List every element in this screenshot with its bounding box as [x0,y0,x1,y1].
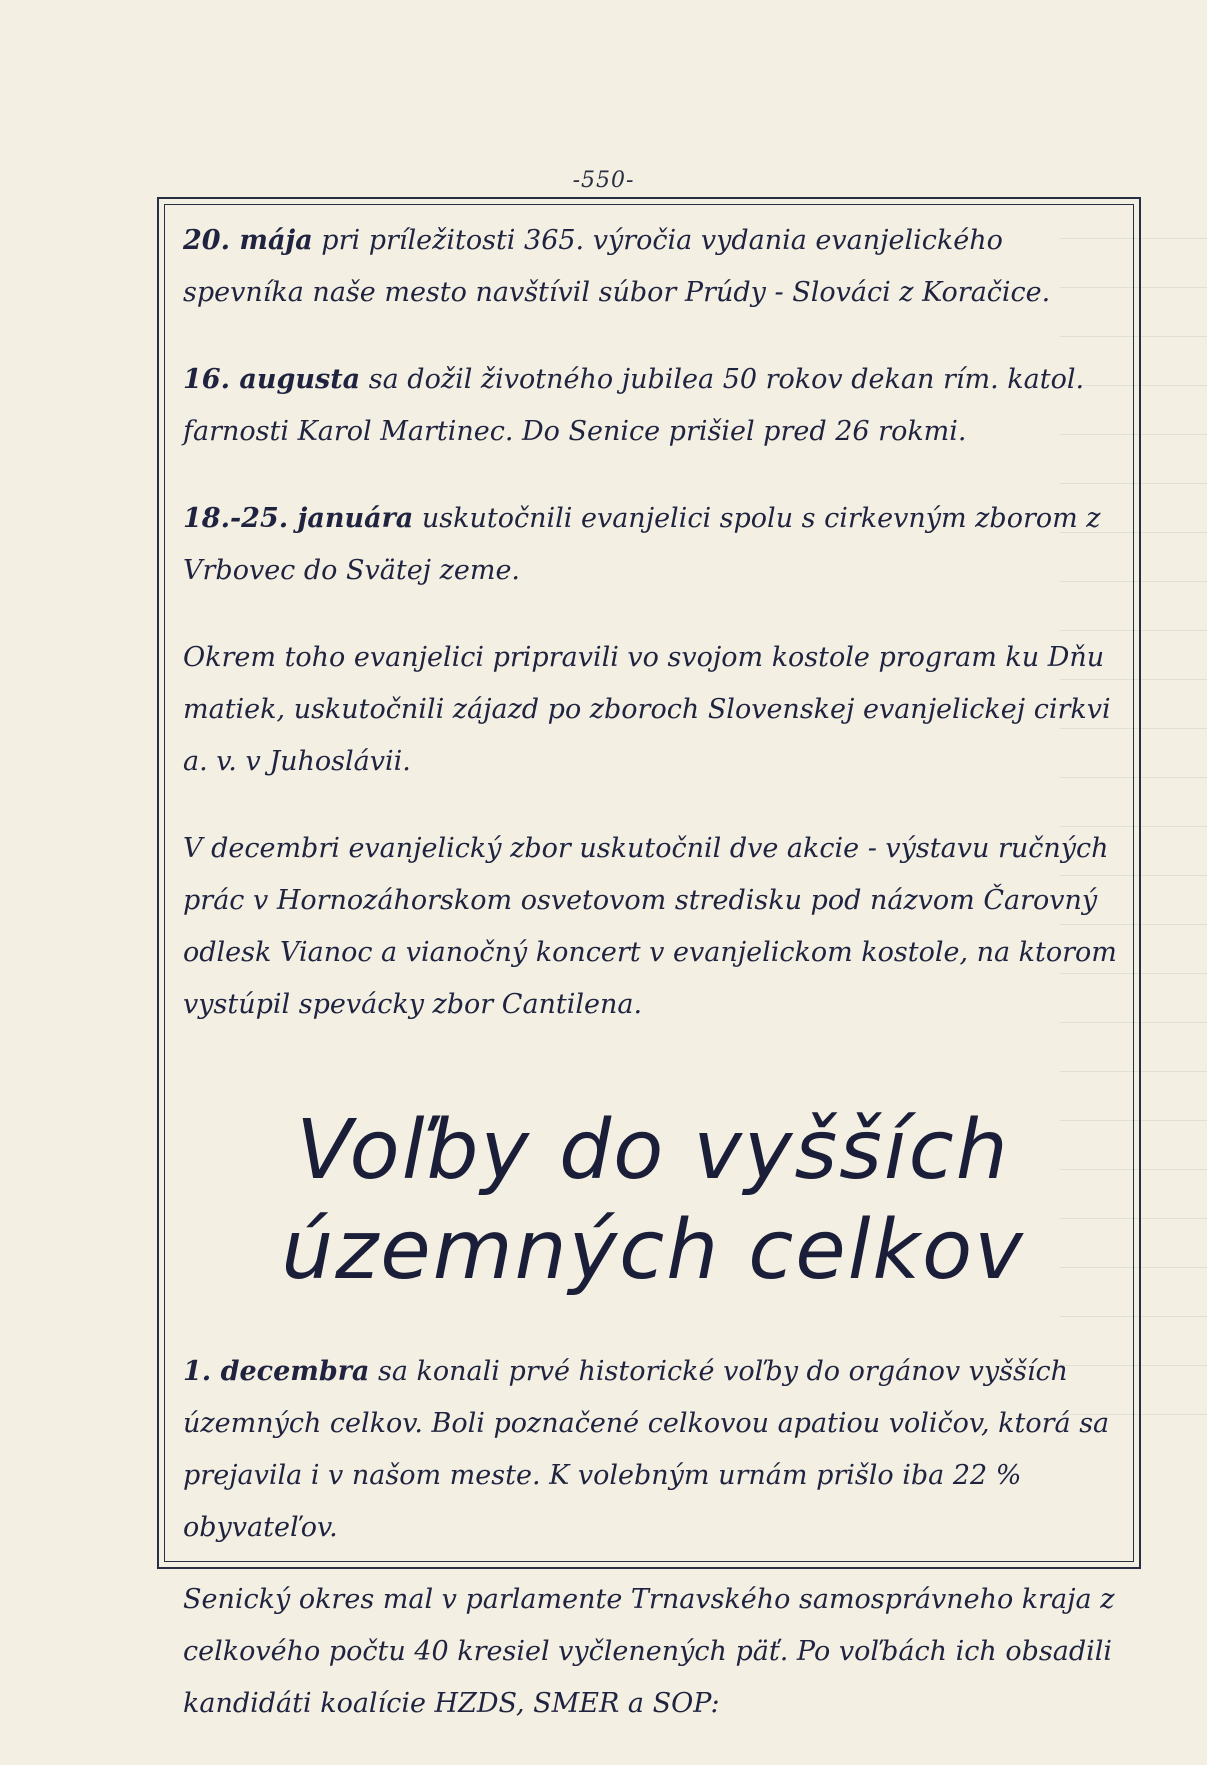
section-heading-line-2: územných celkov [281,1203,1025,1298]
entry-senica-district [183,1574,1123,1730]
entry-may-20 [183,215,1123,319]
entry-august-16 [183,354,1123,458]
entry-text: pri príležitosti 365. výročia vydania evanjelického spevníka naše mesto navštívil súbor Prúdy - Slováci z Koračice. [183,225,1051,308]
entry-december-actions [183,823,1123,1031]
entry-date: 20. mája [183,225,313,256]
entry-text: Senický okres mal v parlamente Trnavského samosprávneho kraja z celkového počtu 40 kresiel vyčlenených päť. Po voľbách ich obsadili kandidáti koalície HZDS, SMER a SOP: [183,1584,1115,1719]
entry-text: sa dožil životného jubilea 50 rokov dekan rím. katol. farnosti Karol Martinec. Do Senice prišiel pred 26 rokmi. [183,364,1085,447]
entry-text: Okrem toho evanjelici pripravili vo svojom kostole program ku Dňu matiek, uskutočnili zájazd po zboroch Slovenskej evanjelickej cirkvi a. v. v Juhoslávii. [183,642,1111,777]
entry-text: V decembri evanjelický zbor uskutočnil dve akcie - výstavu ručných prác v Hornozáhorskom osvetovom stredisku pod názvom Čarovný odlesk Vianoc a vianočný koncert v evanjelickom kostole, na ktorom vystúpil spevácky zbor Cantilena. [183,833,1117,1020]
entry-text: uskutočnili evanjelici spolu s cirkevným zborom z Vrbovec do Svätej zeme. [183,503,1101,586]
entry-elections [183,1346,1123,1554]
entry-date: 18.-25. januára [183,503,414,534]
section-heading [183,1101,1123,1301]
entry-text: sa konali prvé historické voľby do orgánov vyšších územných celkov. Boli poznačené celkovou apatiou voličov, ktorá sa prejavila i v našom meste. K volebným urnám prišlo iba 22 % obyvateľov. [183,1356,1110,1543]
entry-date: 1. decembra [183,1356,370,1387]
entry-date: 16. augusta [183,364,361,395]
entry-january-18-25 [183,493,1123,597]
section-heading-line-1: Voľby do vyšších [296,1103,1010,1198]
page-number: -550- [572,168,635,193]
entry-evangelical-programs [183,632,1123,788]
chronicle-content [183,215,1123,1765]
